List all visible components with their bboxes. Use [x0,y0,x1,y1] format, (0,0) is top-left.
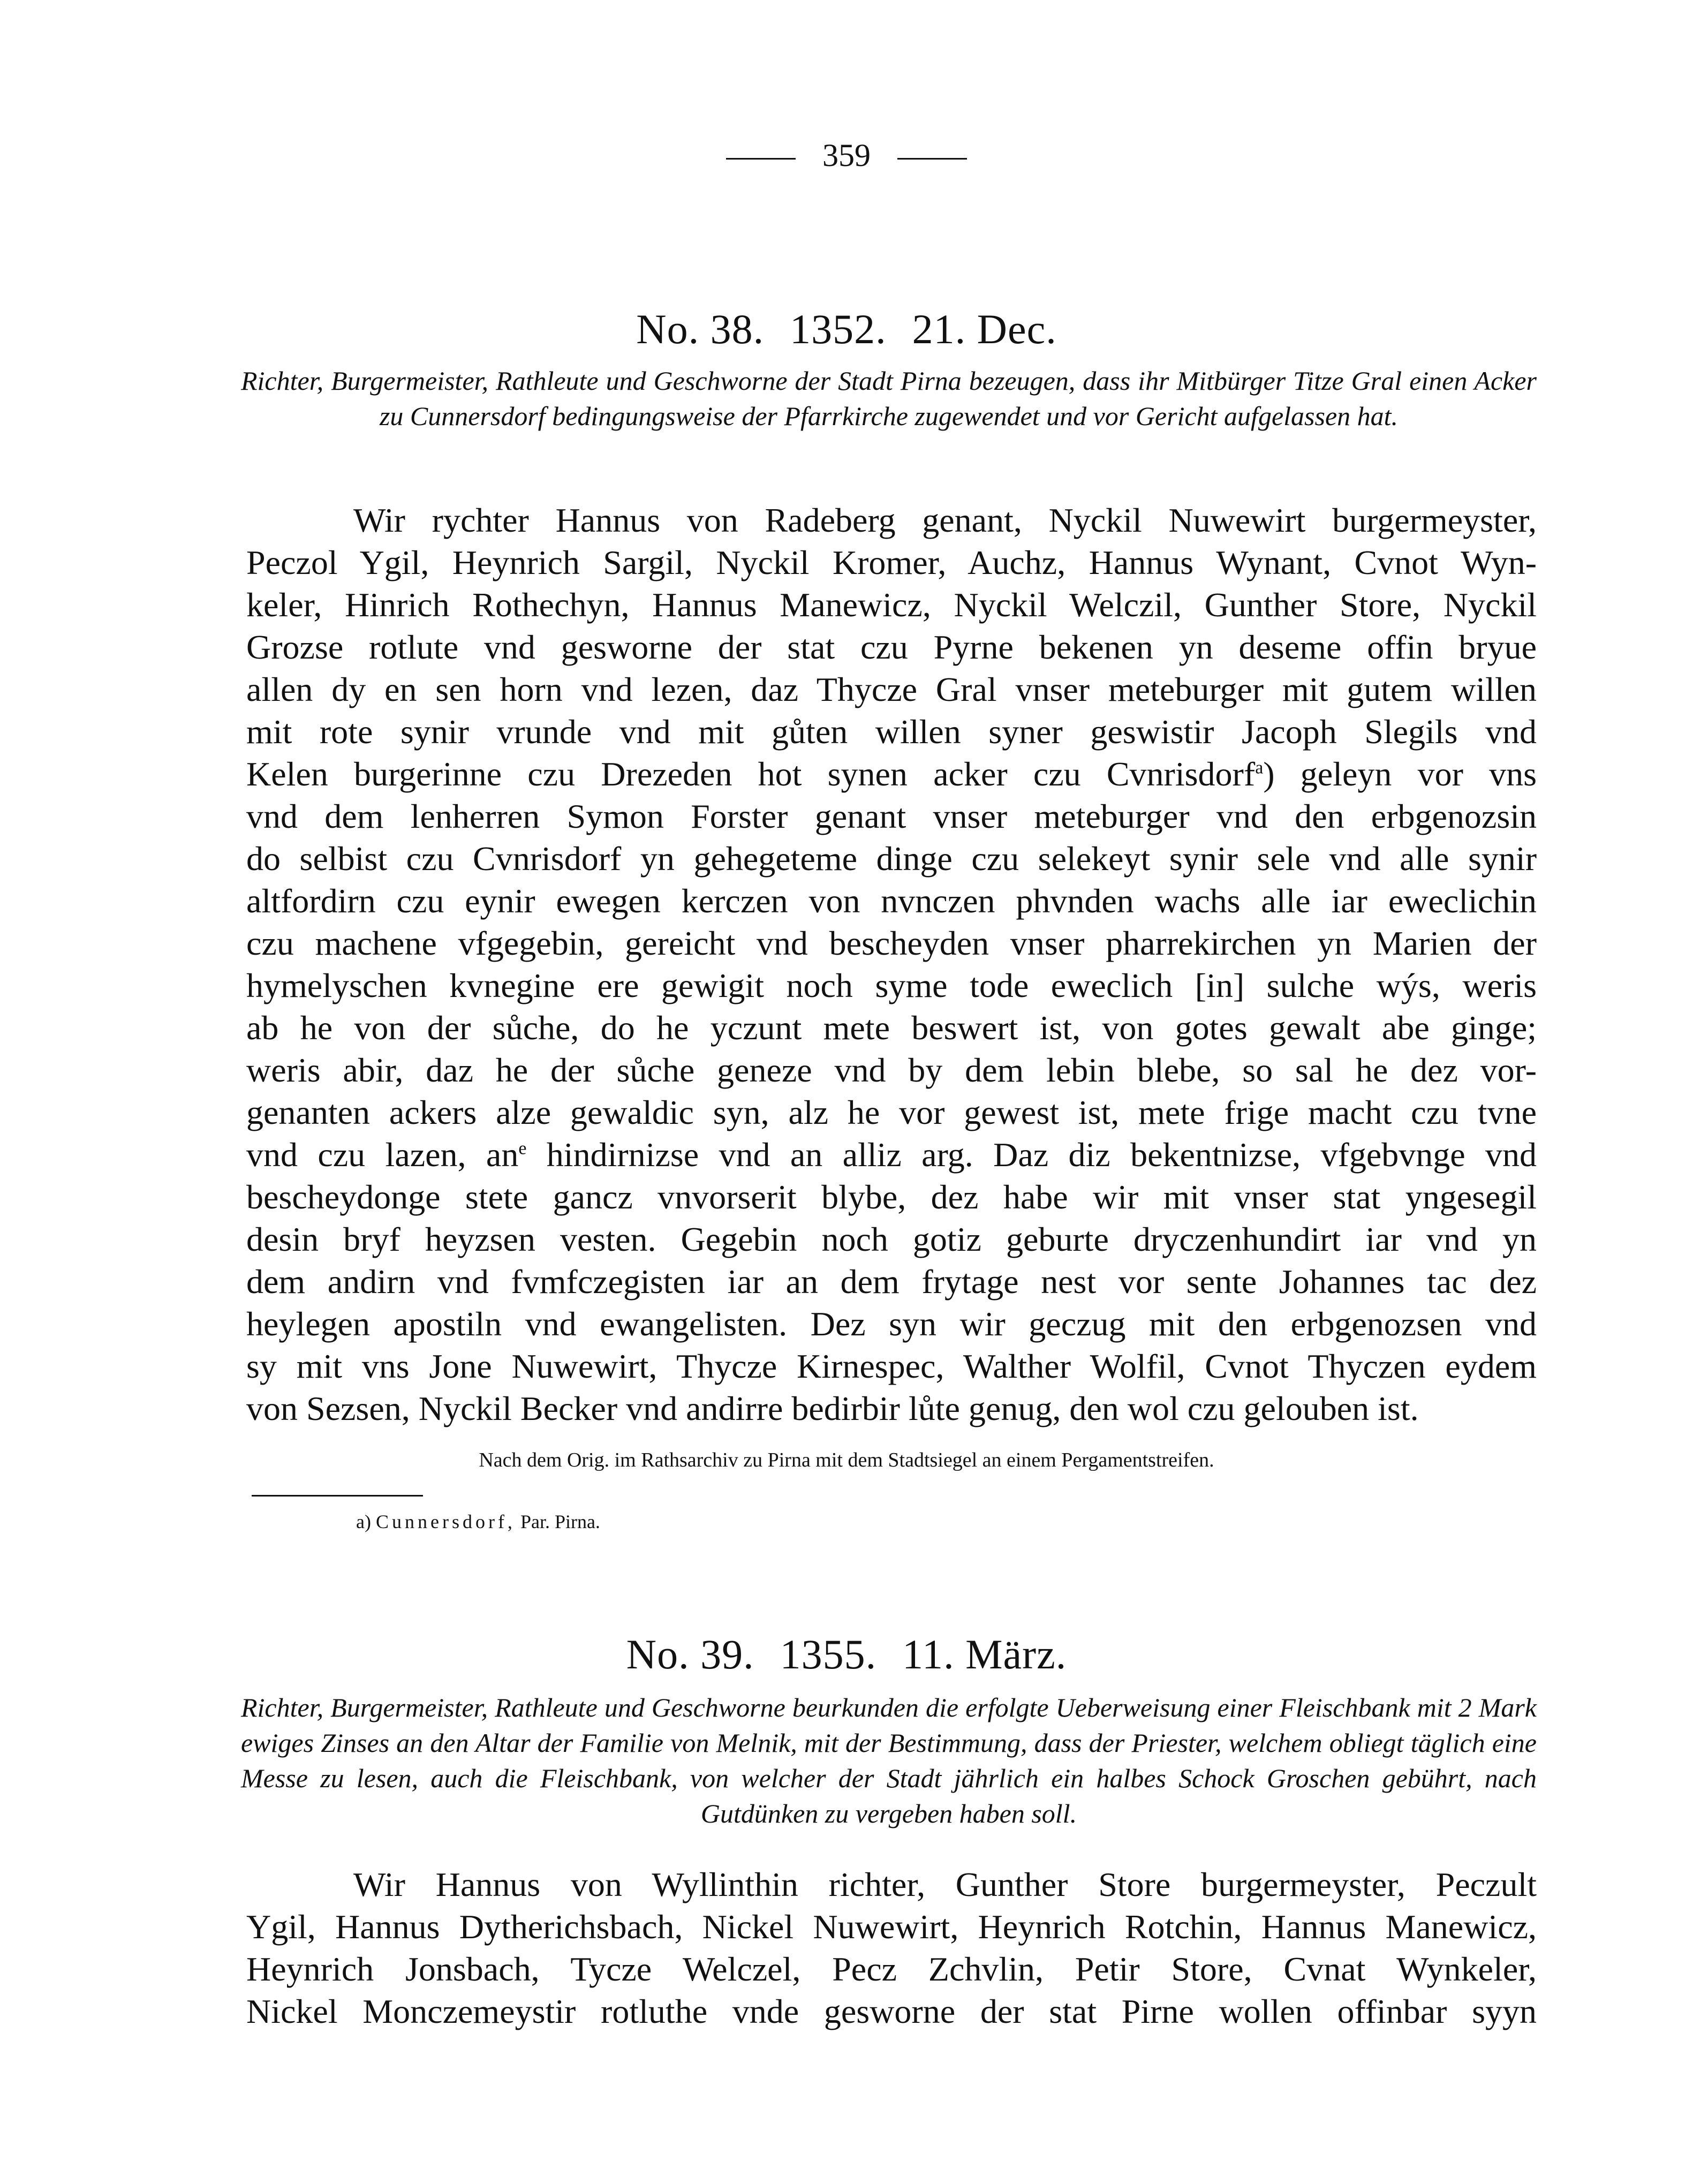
doc38-line [246,753,1537,795]
doc38-year: 1352. [790,306,887,352]
doc38-line: vnd dem lenherren Symon Forster genant vnser meteburger vnd den erbgenozsin [246,797,1537,835]
doc39-line: Wir Hannus von Wyllinthin richter, Gunther Store burgermeyster, Peczult [353,1865,1537,1903]
footnote-place: Cunnersdorf, [375,1511,516,1532]
doc38-date: 21. Dec. [912,306,1057,352]
doc38-line: Wir rychter Hannus von Radeberg genant, Nyckil Nuwewirt burgermeyster, [353,501,1537,539]
page-number: 359 [822,138,871,173]
doc39-body [246,1863,1537,2032]
footnote-rest: Par. Pirna. [520,1511,600,1532]
doc38-line: czu machene vfgegebin, gereicht vnd bescheyden vnser pharrekirchen yn Marien der [246,924,1537,962]
doc38-line-tail: ) geleyn vor vns [1263,755,1537,793]
doc38-line: heylegen apostiln vnd ewangelisten. Dez syn wir geczug mit den erbgenozsen vnd [246,1305,1537,1343]
doc39-regest: Richter, Burgermeister, Rathleute und Geschworne beurkunden die erfolgte Ueberweisung einer Fleischbank mit 2 Mark ewiges Zinses an den Altar der Familie von Melnik, mit der Bestimmung, dass der Priester, welchem obliegt täglich eine Messe zu lesen, auch die Fleischbank, von welcher der Stadt jährlich ein halbes Schock Groschen gebührt, nach Gutdünken zu vergeben haben soll. [241,1692,1537,1828]
doc38-line: von Sezsen, Nyckil Becker vnd andirre bedirbir lůte genug, den wol czu gelouben ist. [246,1389,1419,1427]
footnote-ref-a: a [1255,758,1264,778]
doc38-regest: Richter, Burgermeister, Rathleute und Geschworne der Stadt Pirna bezeugen, dass ihr Mitbürger Titze Gral einen Acker zu Cunnersdorf bedingungsweise der Pfarrkirche zugewendet und vor Gericht aufgelassen hat. [241,366,1537,431]
doc38-line: dem andirn vnd fvmfczegisten iar an dem frytage nest vor sente Johannes tac dez [246,1263,1537,1301]
doc38-line: weris abir, daz he der sůche geneze vnd by dem lebin blebe, so sal he dez vor- [246,1051,1537,1089]
page-header [0,134,1693,177]
header-rule-left [726,158,796,160]
doc38-line: do selbist czu Cvnrisdorf yn gehegeteme dinge czu selekeyt synir sele vnd alle synir [246,840,1537,878]
doc38-line: hymelyschen kvnegine ere gewigit noch syme tode eweclich [in] sulche wýs, weris [246,966,1537,1004]
doc38-line [246,1133,1537,1176]
doc38-line: Grozse rotlute vnd gesworne der stat czu Pyrne bekenen yn deseme offin bryue [246,628,1537,666]
doc39-number: No. 39. [626,1631,754,1677]
doc38-number: No. 38. [636,306,765,352]
doc38-line-tail: hindirnizse vnd an alliz arg. Daz diz bekentnizse, vfgebvnge vnd [526,1136,1537,1174]
header-rule-right [897,158,967,160]
doc39-line: Nickel Monczemeystir rotluthe vnde gesworne der stat Pirne wollen offinbar syyn [246,1992,1537,2030]
doc39-line: Heynrich Jonsbach, Tycze Welczel, Pecz Zchvlin, Petir Store, Cvnat Wynkeler, [246,1950,1537,1988]
doc38-line: Peczol Ygil, Heynrich Sargil, Nyckil Kromer, Auchz, Hannus Wynant, Cvnot Wyn- [246,543,1537,581]
doc38-footnote [356,1509,600,1535]
doc38-source-note: Nach dem Orig. im Rathsarchiv zu Pirna mit dem Stadtsiegel an einem Pergamentstreifen. [479,1449,1214,1471]
doc38-line: desin bryf heyzsen vesten. Gegebin noch gotiz geburte dryczenhundirt iar vnd yn [246,1220,1537,1258]
doc38-body [246,499,1537,1430]
doc38-heading [0,303,1693,356]
doc38-line-text: vnd czu lazen, an [246,1136,519,1174]
doc39-year: 1355. [780,1631,877,1677]
doc39-date: 11. März. [902,1631,1067,1677]
doc38-line: mit rote synir vrunde vnd mit gůten willen syner geswistir Jacoph Slegils vnd [246,713,1537,751]
doc38-line-text: Kelen burgerinne czu Drezeden hot synen acker czu Cvnrisdorf [246,755,1256,793]
footnote-rule [252,1495,423,1497]
doc39-line: Ygil, Hannus Dytherichsbach, Nickel Nuwewirt, Heynrich Rotchin, Hannus Manewicz, [246,1908,1537,1946]
superscript-e: e [518,1138,527,1159]
doc38-line: genanten ackers alze gewaldic syn, alz he vor gewest ist, mete frige macht czu tvne [246,1093,1537,1131]
doc38-line: keler, Hinrich Rothechyn, Hannus Manewicz, Nyckil Welczil, Gunther Store, Nyckil [246,586,1537,624]
doc38-line: bescheydonge stete gancz vnvorserit blybe, dez habe wir mit vnser stat yngesegil [246,1178,1537,1216]
doc39-heading [0,1628,1693,1681]
doc38-line: ab he von der sůche, do he yczunt mete beswert ist, von gotes gewalt abe ginge; [246,1009,1537,1047]
doc38-line: altfordirn czu eynir ewegen kerczen von nvnczen phvnden wachs alle iar eweclichin [246,882,1537,920]
footnote-marker: a) [356,1511,371,1532]
doc38-line: sy mit vns Jone Nuwewirt, Thycze Kirnespec, Walther Wolfil, Cvnot Thyczen eydem [246,1347,1537,1385]
doc38-line: allen dy en sen horn vnd lezen, daz Thycze Gral vnser meteburger mit gutem willen [246,670,1537,708]
